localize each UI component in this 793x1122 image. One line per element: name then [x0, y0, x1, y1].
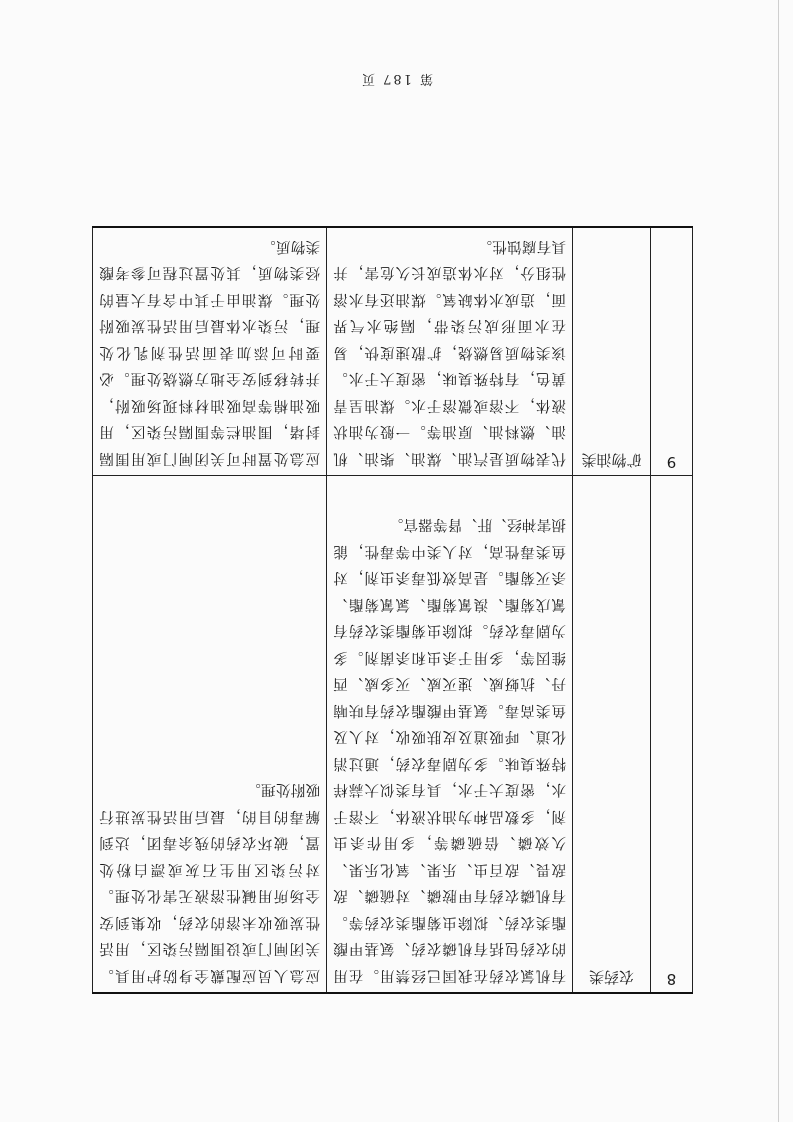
description-cell: 代表物质是汽油、煤油、柴油、机油、燃料油、原油等。一般为油状液体，不溶或微溶于水。煤油呈青黄色，有特殊臭味，密度大于水。该类物质易燃烧，扩散速度快，易在水面形成污染带，隔绝水气界面，造成水体缺氧。煤油还有水溶性组分，对水体造成长久危害，并具有腐蚀性。: [327, 228, 573, 476]
row-number: 8: [651, 476, 693, 994]
category-cell: 矿物油类: [573, 228, 651, 476]
description-cell: 有机氯农药在我国已经禁用。在用的农药包括有机磷农药、氨基甲酸酯类农药、拟除虫菊酯类农药等。有机磷农药有甲胺磷、对硫磷、敌敌畏、敌百虫、乐果、氧化乐果、久效磷、倍硫磷等，多用作杀虫剂，多数品种为油状液体，不溶于水，密度大于水，具有类似大蒜样特殊臭味。多为剧毒农药，通过消化道、呼吸道及皮肤吸收，对人及鱼类高毒。氨基甲酸酯农药有呋喃丹、抗蚜威、速灭威、灭多威、西维因等，多用于杀虫和杀菌剂。多为剧毒农药。拟除虫菊酯类农药有氰戊菊酯、溴氰菊酯、氯氰菊酯、杀灭菊酯。是高效低毒杀虫剂，对鱼类毒性高，对人类中等毒性，能损害神经、肝、肾等器官。: [327, 476, 573, 994]
table-row: [93, 476, 693, 994]
response-cell: 应急人员应配戴全身防护用具。关闭闸门或设围隔污染区，用活性炭吸收未溶的农药，收集到安全场所用碱性溶液无害化处理。对污染区用生石灰或漂白粉处置，破坏农药的残余毒团，达到解毒的目的，最后用活性炭进行吸附处理。: [93, 476, 327, 994]
table-row: [93, 228, 693, 476]
emergency-disposal-table: [92, 227, 693, 995]
row-number: 9: [651, 228, 693, 476]
category-cell: 农药类: [573, 476, 651, 994]
response-cell: 应急处置时可关闭闸门或用围隔封堵，围油栏等围隔污染区，用吸油棉等高吸油材料现场吸附，并转移到安全地方燃烧处理。必要时可添加表面活性剂乳化处理，污染水体最后用活性炭吸附处理。煤油由于其中含有大量的烃类物质，其处置过程可参考酸类物质。: [93, 228, 327, 476]
page-number: 第 187 页: [359, 71, 434, 86]
